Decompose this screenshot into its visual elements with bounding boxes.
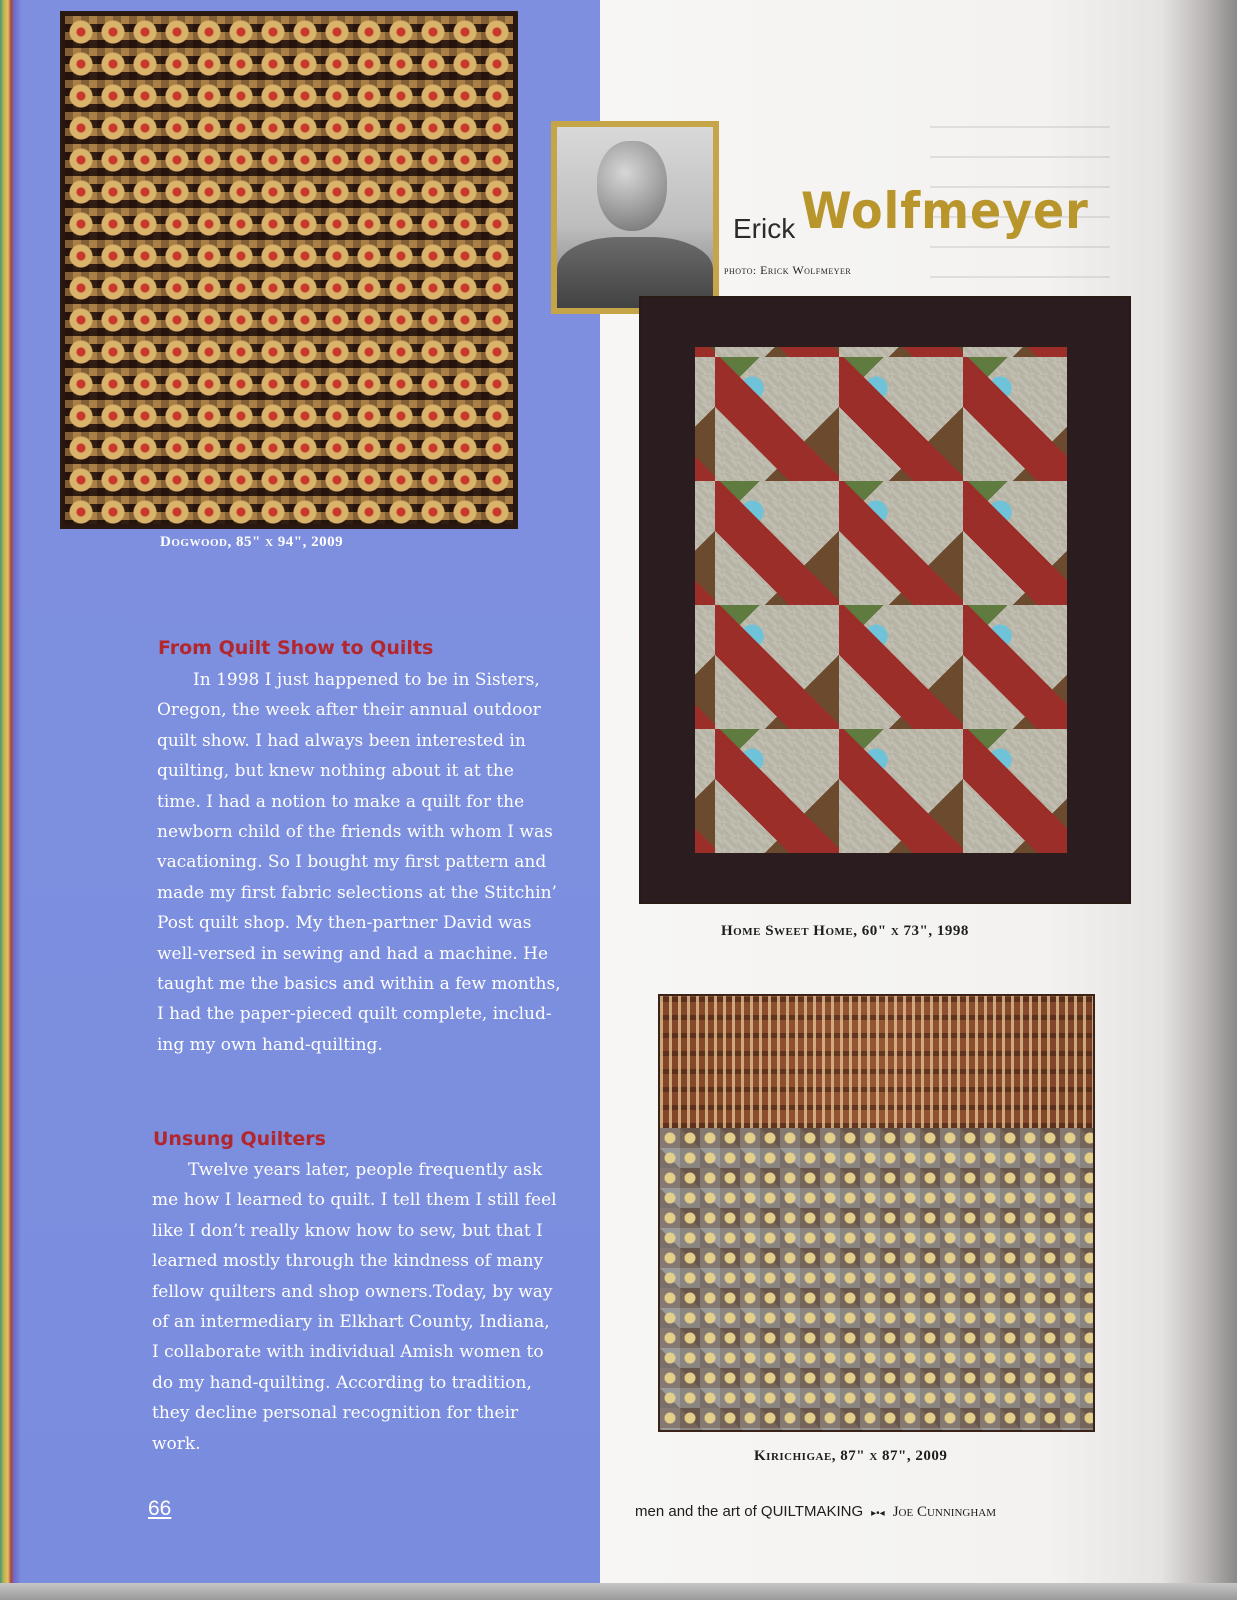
photo-credit-name: Erick Wolfmeyer xyxy=(760,263,852,277)
footer-separator-icon: ▸•◂ xyxy=(871,1508,885,1519)
body-line: I had the paper-pieced quilt complete, includ- xyxy=(157,1004,552,1025)
section-body-quilt-show xyxy=(157,665,577,1060)
body-line: made my first fabric selections at the Stitchin’ xyxy=(157,882,557,903)
body-line: Oregon, the week after their annual outdoor xyxy=(157,700,541,721)
artist-first-name: Erick xyxy=(733,213,796,244)
body-line: taught me the basics and within a few months, xyxy=(157,974,561,995)
section-heading-unsung-quilters: Unsung Quilters xyxy=(153,1128,326,1150)
body-line: fellow quilters and shop owners.Today, by way xyxy=(152,1281,553,1302)
home-sweet-home-center xyxy=(695,347,1067,853)
body-line: they decline personal recognition for their xyxy=(152,1403,519,1424)
home-sweet-home-caption: Home Sweet Home, 60" x 73", 1998 xyxy=(721,923,969,939)
dogwood-caption: Dogwood, 85" x 94", 2009 xyxy=(160,534,344,550)
footer-title: men and the art of QUILTMAKING xyxy=(635,1503,864,1520)
body-line: I collaborate with individual Amish women to xyxy=(152,1342,544,1363)
body-line: Post quilt shop. My then-partner David was xyxy=(157,913,532,934)
body-line: well-versed in sewing and had a machine. He xyxy=(157,943,549,964)
body-line: quilting, but knew nothing about it at the xyxy=(157,761,514,782)
photo-credit-label: photo: xyxy=(724,265,757,277)
body-line: do my hand-quilting. According to tradition, xyxy=(152,1372,532,1393)
running-footer xyxy=(635,1503,996,1521)
page-spine xyxy=(0,0,22,1600)
kirichigae-top-band xyxy=(660,996,1093,1128)
page-number: 66 xyxy=(148,1497,172,1520)
body-line: work. xyxy=(152,1433,201,1454)
footer-author: Joe Cunningham xyxy=(892,1504,997,1520)
scan-bottom-edge xyxy=(0,1583,1237,1600)
body-line: ing my own hand-quilting. xyxy=(157,1034,383,1055)
body-line: learned mostly through the kindness of many xyxy=(152,1251,544,1272)
artist-last-name: Wolfmeyer xyxy=(801,182,1089,240)
body-line: time. I had a notion to make a quilt for the xyxy=(157,791,525,812)
kirichigae-quilt-image xyxy=(660,996,1093,1430)
home-sweet-home-quilt-image xyxy=(641,298,1129,902)
body-line: me how I learned to quilt. I tell them I still feel xyxy=(152,1190,557,1211)
body-line: quilt show. I had always been interested in xyxy=(157,730,526,751)
body-line: In 1998 I just happened to be in Sisters, xyxy=(193,670,540,690)
kirichigae-bottom-blocks xyxy=(660,1128,1093,1430)
portrait-head xyxy=(597,141,667,231)
body-line: vacationing. So I bought my first pattern and xyxy=(157,852,547,873)
body-line: Twelve years later, people frequently ask xyxy=(188,1160,543,1180)
body-line: of an intermediary in Elkhart County, Indiana, xyxy=(152,1312,550,1333)
body-line: like I don’t really know how to sew, but that I xyxy=(152,1220,543,1241)
author-portrait xyxy=(551,121,719,314)
portrait-photo xyxy=(557,127,713,308)
dogwood-quilt-image xyxy=(62,13,516,527)
section-body-unsung-quilters xyxy=(152,1155,572,1459)
kirichigae-caption: Kirichigae, 87" x 87", 2009 xyxy=(754,1448,948,1464)
photo-credit xyxy=(724,263,851,278)
body-line: newborn child of the friends with whom I was xyxy=(157,822,553,843)
section-heading-quilt-show: From Quilt Show to Quilts xyxy=(158,637,434,659)
